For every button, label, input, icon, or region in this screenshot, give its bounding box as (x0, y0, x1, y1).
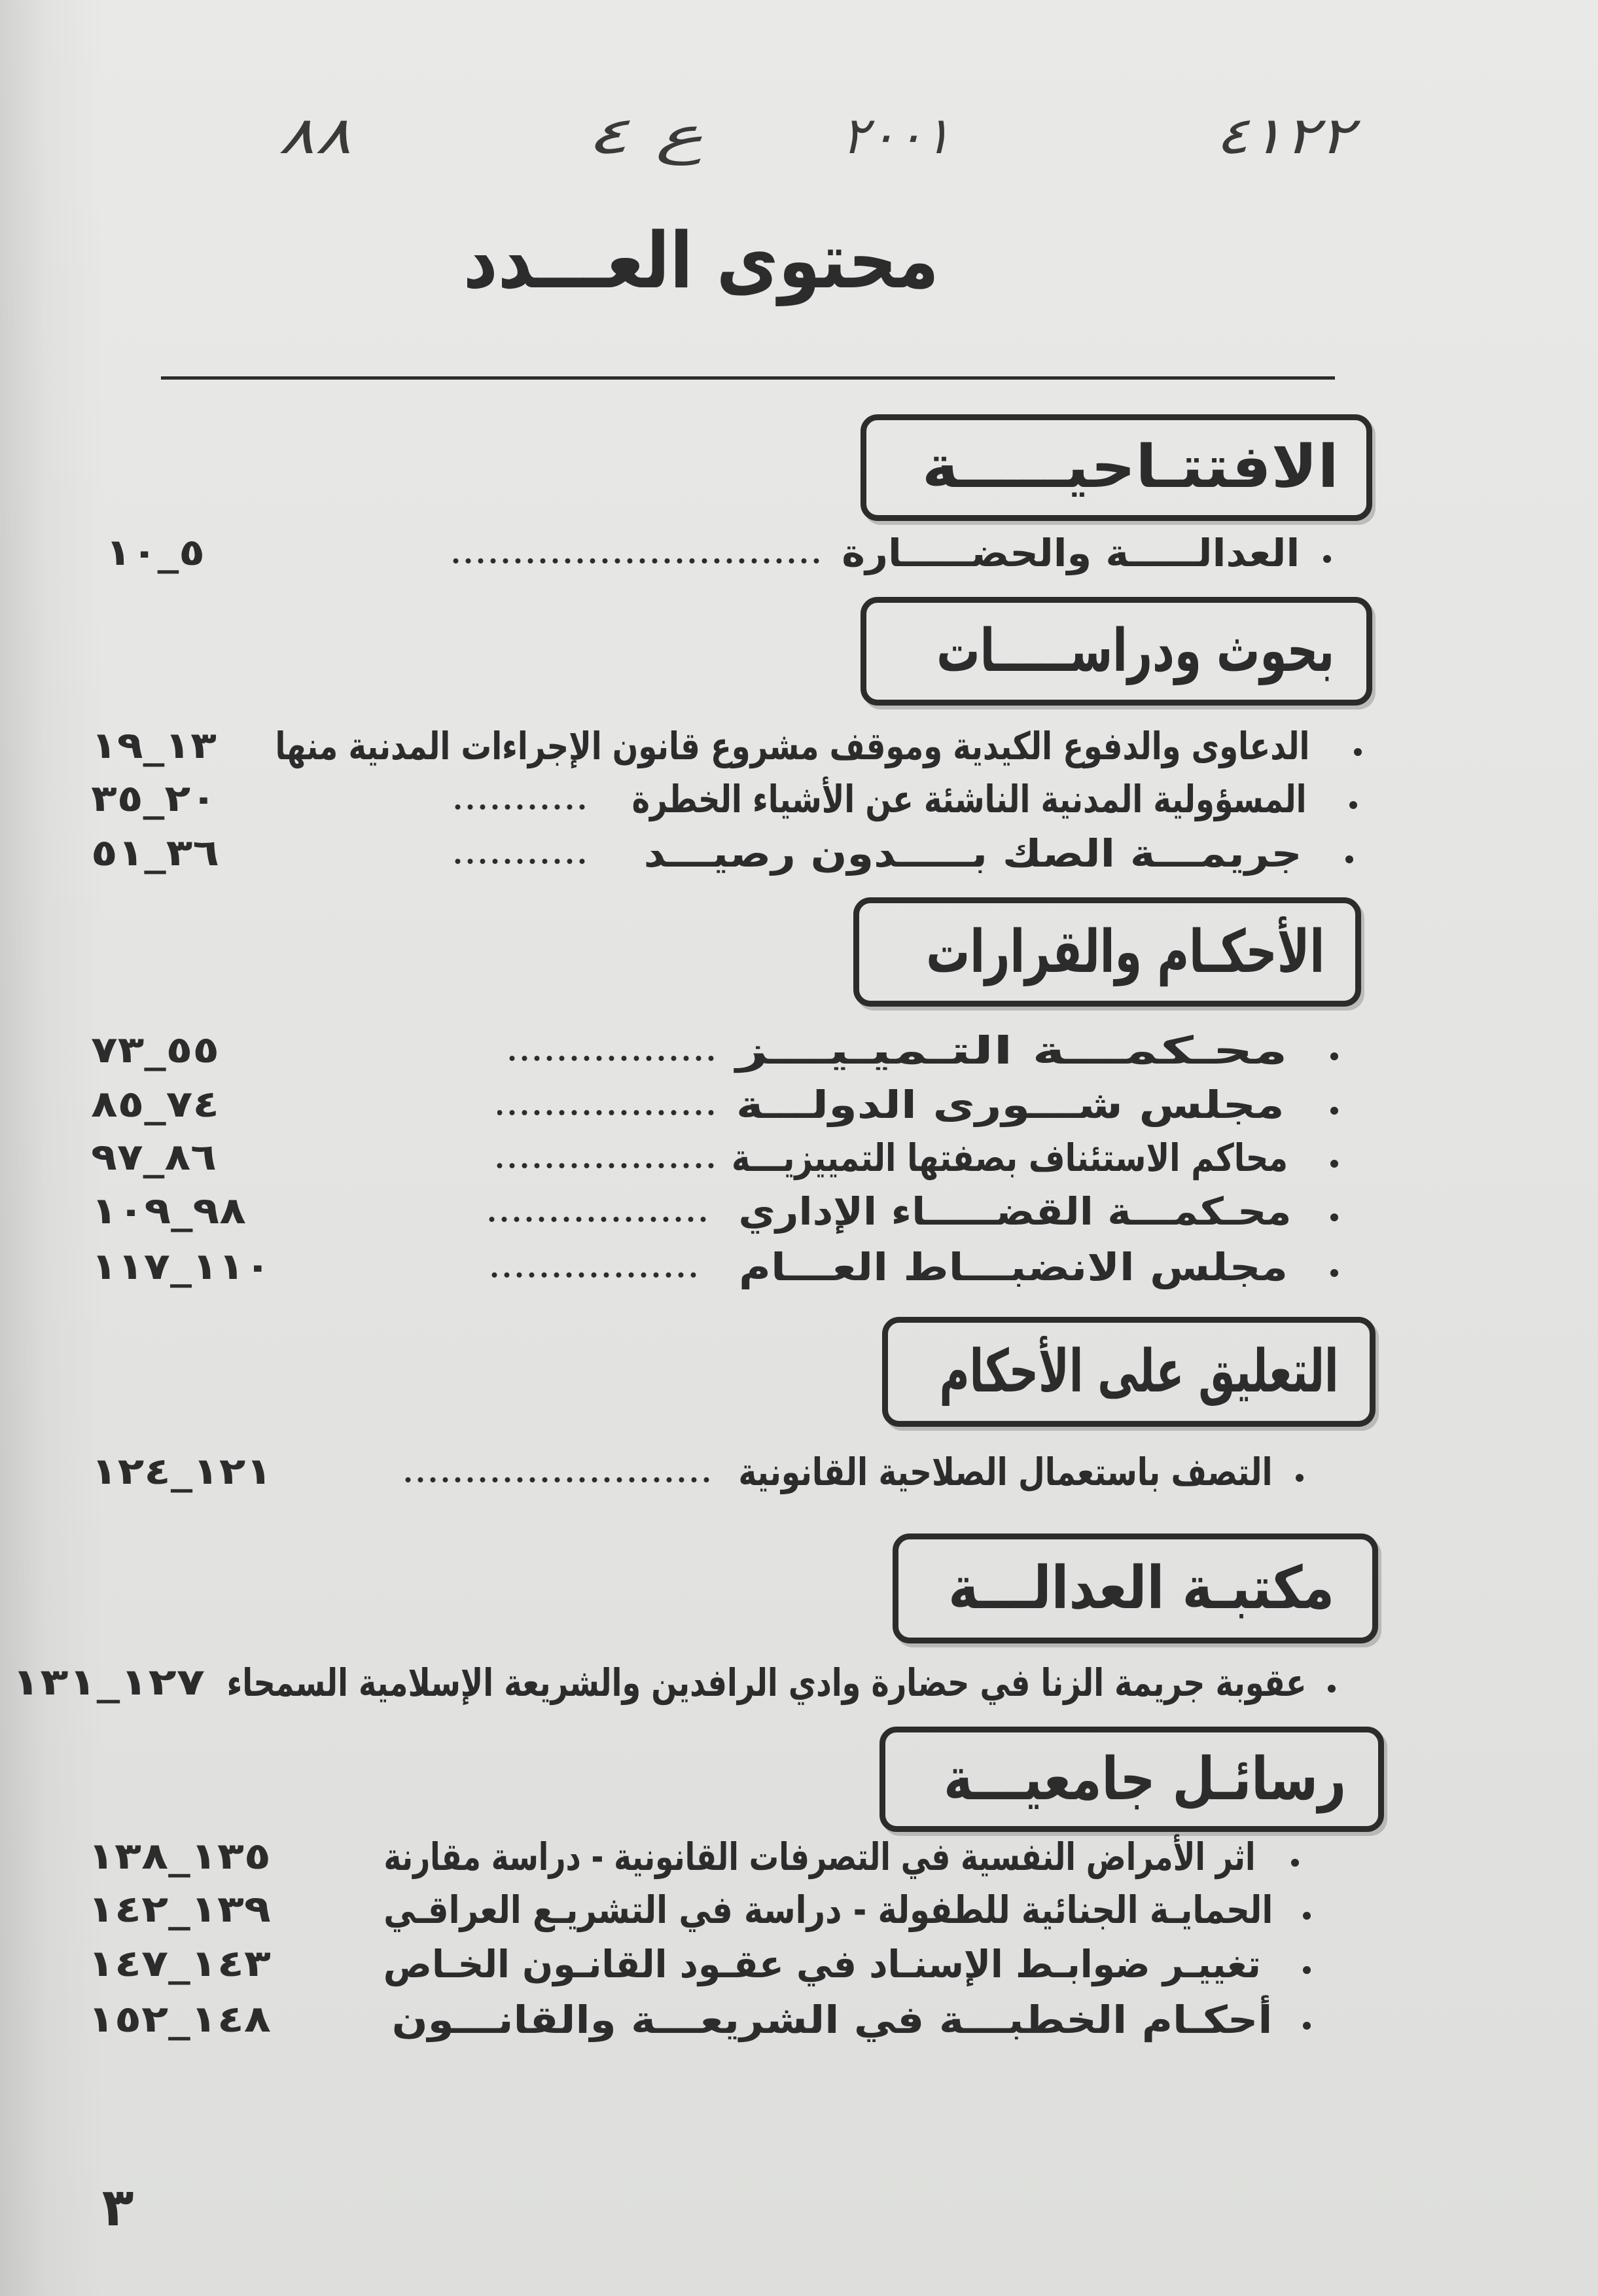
entry-title-text: محاكم الاستئناف بصفتها التمييزيـــة (731, 1136, 1288, 1180)
dot-leader (497, 1109, 717, 1117)
entry-title (739, 1446, 1273, 1498)
handwritten-note (585, 103, 717, 169)
toc-entry (0, 720, 1598, 772)
entry-pages-text: ٨٥_٧٤ (91, 1083, 219, 1126)
entry-pages (91, 720, 217, 772)
entry-pages-text: ١٠٩_٩٨ (91, 1190, 246, 1232)
entry-pages (91, 1079, 219, 1131)
entry-title-text: محـكمـــة القضـــــاء الإداري (738, 1189, 1292, 1234)
entry-pages (91, 773, 217, 825)
entry-title-text: اثر الأمراض النفسية في التصرفات القانونية - دراسة مقارنة (383, 1835, 1255, 1879)
entry-pages (91, 1132, 217, 1184)
section-heading-text: رسائـل جامعيـــة (943, 1745, 1346, 1814)
entry-pages (91, 1024, 219, 1077)
bullet (1330, 1269, 1338, 1277)
dot-leader (490, 1162, 717, 1170)
handwritten-note (1215, 103, 1353, 169)
handwritten-note-text: ٨٨ (278, 107, 352, 166)
entry-pages (91, 1241, 271, 1293)
entry-pages (88, 1994, 271, 2046)
toc-entry (0, 1884, 1598, 1936)
entry-title (275, 720, 1309, 772)
entry-title (736, 1079, 1285, 1131)
toc-entry (0, 827, 1598, 880)
entry-title-text: مجلس شـــورى الدولـــة (736, 1083, 1285, 1127)
entry-title (732, 1132, 1288, 1184)
dot-leader (486, 1215, 709, 1223)
entry-pages-text: ٣٥_٢٠ (91, 778, 217, 820)
entry-pages-text: ١٤٧_١٤٣ (88, 1943, 271, 1985)
toc-entry (0, 773, 1598, 825)
dot-leader (486, 1271, 700, 1279)
bullet (1328, 1685, 1336, 1693)
toc-entry (0, 527, 1598, 579)
entry-pages (91, 1446, 272, 1498)
section-heading (940, 1339, 1339, 1405)
handwritten-note (842, 103, 951, 169)
section-heading-text: بحوث ودراســـــات (936, 617, 1334, 685)
toc-entry (0, 1185, 1598, 1238)
entry-title (227, 1657, 1307, 1709)
bullet (1323, 555, 1331, 563)
entry-title (644, 827, 1302, 880)
entry-title-text: المسؤولية المدنية الناشئة عن الأشياء الخطرة (632, 777, 1307, 821)
entry-pages-text: ١٠_٥ (105, 531, 205, 574)
entry-title (392, 1994, 1273, 2046)
handwritten-note-text: ٢٠٠١ (842, 107, 951, 166)
section-heading (922, 435, 1339, 500)
entry-title-text: العدالـــــة والحضـــــارة (842, 531, 1300, 575)
bullet (1354, 748, 1362, 756)
section-heading (926, 920, 1324, 985)
section-heading-text: مكتبـة العدالـــة (948, 1554, 1334, 1623)
toc-entry (0, 1657, 1598, 1709)
entry-title (383, 1884, 1273, 1936)
dot-leader (505, 1054, 717, 1062)
bullet (1330, 1052, 1338, 1060)
bullet (1330, 1213, 1338, 1221)
page-title-text: محتوى العـــدد (463, 215, 940, 306)
dot-leader (453, 857, 588, 865)
handwritten-note-text: ٤ ع (585, 107, 704, 166)
entry-title-text: الحمايـة الجنائية للطفولة - دراسة في التشريـع العراقـي (383, 1888, 1273, 1932)
entry-title-text: التصف باستعمال الصلاحية القانونية (738, 1450, 1273, 1494)
page-number: ٣ (101, 2177, 134, 2238)
entry-pages (91, 827, 219, 880)
handwritten-note-text: ٤١٢٢ (1215, 107, 1354, 166)
toc-entry (0, 1831, 1598, 1883)
dot-leader (402, 1476, 713, 1484)
entry-title-text: عقوبة جريمة الزنا في حضارة وادي الرافدين والشريعة الإسلامية السمحاء (227, 1660, 1307, 1705)
toc-entry (0, 1994, 1598, 2046)
section-heading (944, 1747, 1346, 1812)
entry-title (739, 1185, 1292, 1238)
entry-pages (105, 527, 205, 579)
entry-pages-text: ١٩_١٣ (91, 725, 217, 767)
bullet (1291, 1859, 1299, 1867)
entry-title (383, 1938, 1261, 1990)
toc-entry (0, 1079, 1598, 1131)
bullet (1303, 1966, 1311, 1974)
entry-pages-text: ١٣٨_١٣٥ (88, 1835, 271, 1878)
page-title (463, 215, 973, 306)
bullet (1345, 855, 1353, 863)
entry-title (736, 1024, 1288, 1077)
entry-title-text: جريمـــة الصك بـــــدون رصيـــد (643, 831, 1302, 876)
entry-title (632, 773, 1307, 825)
dot-leader (446, 557, 823, 565)
section-heading-text: التعليق على الأحكام (940, 1337, 1339, 1406)
entry-title-text: محـكمـــة التـميـيـــز (736, 1028, 1288, 1073)
entry-pages-text: ٧٣_٥٥ (91, 1029, 219, 1071)
toc-entry (0, 1446, 1598, 1498)
section-heading-text: الافتتـاحيـــــة (921, 433, 1339, 501)
entry-title (383, 1831, 1255, 1883)
entry-pages (88, 1831, 271, 1883)
bullet (1296, 1474, 1304, 1482)
entry-pages-text: ٩٧_٨٦ (91, 1136, 217, 1179)
entry-title (739, 1241, 1288, 1293)
entry-pages-text: ١١٧_١١٠ (91, 1246, 272, 1288)
entry-title (842, 527, 1300, 579)
entry-title-text: تغييـر ضوابـط الإسنـاد في عقـود القانـون الخـاص (383, 1942, 1261, 1986)
bullet (1303, 1912, 1311, 1920)
section-heading-text: الأحكـام والقرارات (925, 918, 1324, 986)
entry-pages-text: ٥١_٣٦ (91, 832, 219, 874)
entry-pages-text: ١٤٢_١٣٩ (88, 1888, 271, 1931)
section-heading (948, 1556, 1334, 1621)
toc-entry (0, 1024, 1598, 1077)
entry-pages-text: ١٥٢_١٤٨ (88, 1998, 271, 2041)
bullet (1349, 801, 1357, 809)
section-heading (936, 619, 1334, 684)
bullet (1330, 1160, 1338, 1168)
entry-title-text: أحكـام الخطبـــة في الشريعـــة والقانـــون (392, 1998, 1273, 2042)
handwritten-note (278, 103, 351, 169)
toc-entry (0, 1938, 1598, 1990)
toc-entry (0, 1241, 1598, 1293)
bullet (1330, 1107, 1338, 1115)
toc-entry (0, 1132, 1598, 1184)
entry-pages (88, 1938, 271, 1990)
entry-title-text: الدعاوى والدفوع الكيدية وموقف مشروع قانون الإجراءات المدنية منها (275, 724, 1309, 768)
bullet (1303, 2022, 1311, 2030)
dot-leader (453, 803, 588, 811)
entry-title-text: مجلس الانضبـــاط العـــام (738, 1245, 1288, 1289)
entry-pages (91, 1185, 246, 1238)
entry-pages-text: ١٣١_١٢٧ (12, 1661, 205, 1704)
title-underline (161, 376, 1335, 380)
entry-pages (88, 1884, 271, 1936)
entry-pages-text: ١٢٤_١٢١ (91, 1450, 272, 1493)
entry-pages (12, 1657, 205, 1709)
